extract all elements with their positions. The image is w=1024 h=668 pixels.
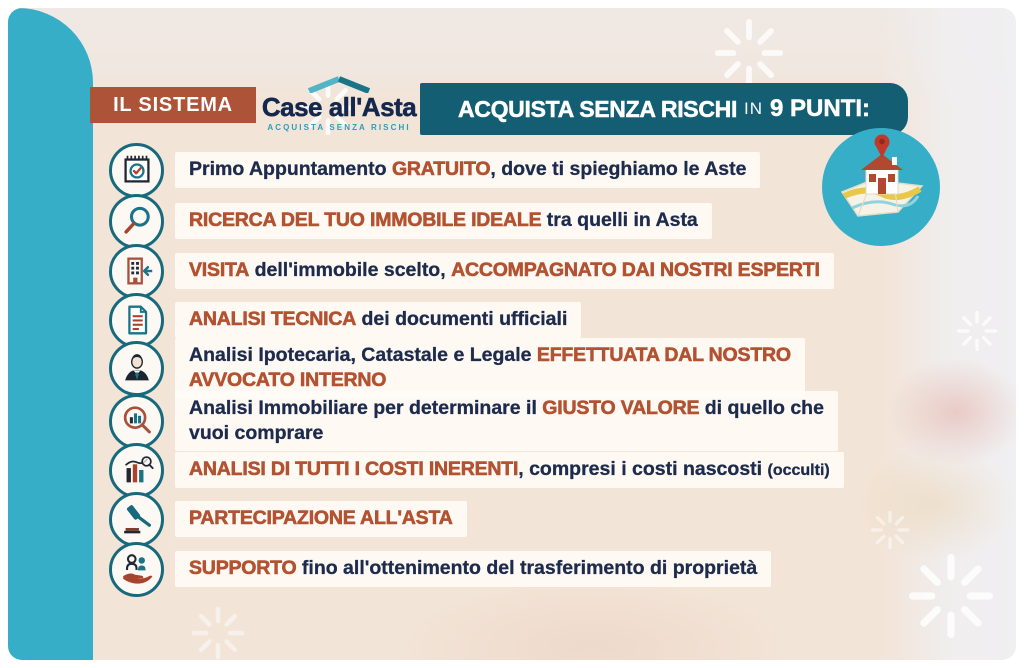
cost-analysis-icon	[109, 443, 164, 498]
brand-logo	[260, 76, 418, 132]
text-segment: EFFETTUATA DAL NOSTRO	[536, 343, 791, 366]
title-tail: 9 PUNTI:	[770, 95, 871, 122]
text-segment: Analisi Immobiliare per determinare il	[189, 396, 543, 419]
text-segment: dell'immobile scelto,	[249, 259, 452, 282]
step-row-1	[109, 142, 760, 198]
building-visit-icon	[109, 244, 164, 299]
sparkle-icon	[868, 508, 912, 552]
text-segment: , compresi i costi nascosti	[518, 458, 768, 481]
step-row-8	[109, 491, 467, 547]
text-segment: VISITA	[189, 259, 250, 282]
step-text-7	[175, 452, 844, 488]
text-segment: , dove ti spieghiamo le Aste	[490, 158, 747, 181]
house-on-map-illustration	[822, 128, 940, 246]
text-segment: PARTECIPAZIONE ALL'ASTA	[189, 507, 453, 530]
system-label: IL SISTEMA	[113, 93, 233, 116]
left-accent-bar	[8, 8, 93, 660]
text-segment: di quello che	[699, 396, 824, 419]
text-segment: AVVOCATO INTERNO	[189, 368, 387, 391]
gavel-icon	[109, 492, 164, 547]
text-segment: dei documenti ufficiali	[356, 308, 568, 331]
text-segment: vuoi comprare	[189, 421, 324, 444]
calendar-check-icon	[109, 143, 164, 198]
text-segment: GIUSTO VALORE	[542, 396, 700, 419]
sparkle-icon	[188, 603, 248, 660]
text-segment: ANALISI DI TUTTI I COSTI INERENTI	[189, 458, 519, 481]
sparkle-icon	[903, 548, 999, 644]
text-segment: Analisi Ipotecaria, Catastale e Legale	[189, 343, 537, 366]
sparkle-icon	[954, 308, 1000, 354]
step-row-2	[109, 193, 712, 249]
brand-tagline: ACQUISTA SENZA RISCHI	[267, 123, 411, 132]
text-segment: RICERCA DEL TUO IMMOBILE IDEALE	[189, 209, 542, 232]
step-text-1	[175, 152, 760, 188]
text-segment: fino all'ottenimento del trasferimento di proprietà	[296, 557, 758, 580]
text-segment: Primo Appuntamento	[189, 158, 392, 181]
text-segment: ACCOMPAGNATO DAI NOSTRI ESPERTI	[451, 259, 820, 282]
text-segment: GRATUITO	[391, 158, 491, 181]
title-mid: IN	[744, 99, 764, 118]
step-row-3	[109, 243, 834, 299]
step-text-4	[175, 302, 581, 338]
roof-icon	[279, 76, 399, 93]
support-icon	[109, 542, 164, 597]
sparkle-icon	[710, 14, 788, 92]
system-label-box	[90, 87, 256, 123]
step-text-2	[175, 203, 712, 239]
text-segment: SUPPORTO	[189, 557, 297, 580]
text-segment: (occulti)	[767, 462, 830, 480]
step-text-8	[175, 501, 467, 537]
step-text-9	[175, 551, 771, 587]
step-row-9	[109, 541, 771, 597]
lawyer-icon	[109, 341, 164, 396]
brand-name: Case all'Asta	[261, 92, 417, 122]
title-lead: ACQUISTA SENZA RISCHI	[457, 95, 738, 122]
text-segment: ANALISI TECNICA	[189, 308, 357, 331]
search-icon	[109, 194, 164, 249]
value-analysis-icon	[109, 394, 164, 449]
text-segment: tra quelli in Asta	[541, 209, 698, 232]
step-row-7	[109, 442, 844, 498]
step-text-3	[175, 253, 834, 289]
